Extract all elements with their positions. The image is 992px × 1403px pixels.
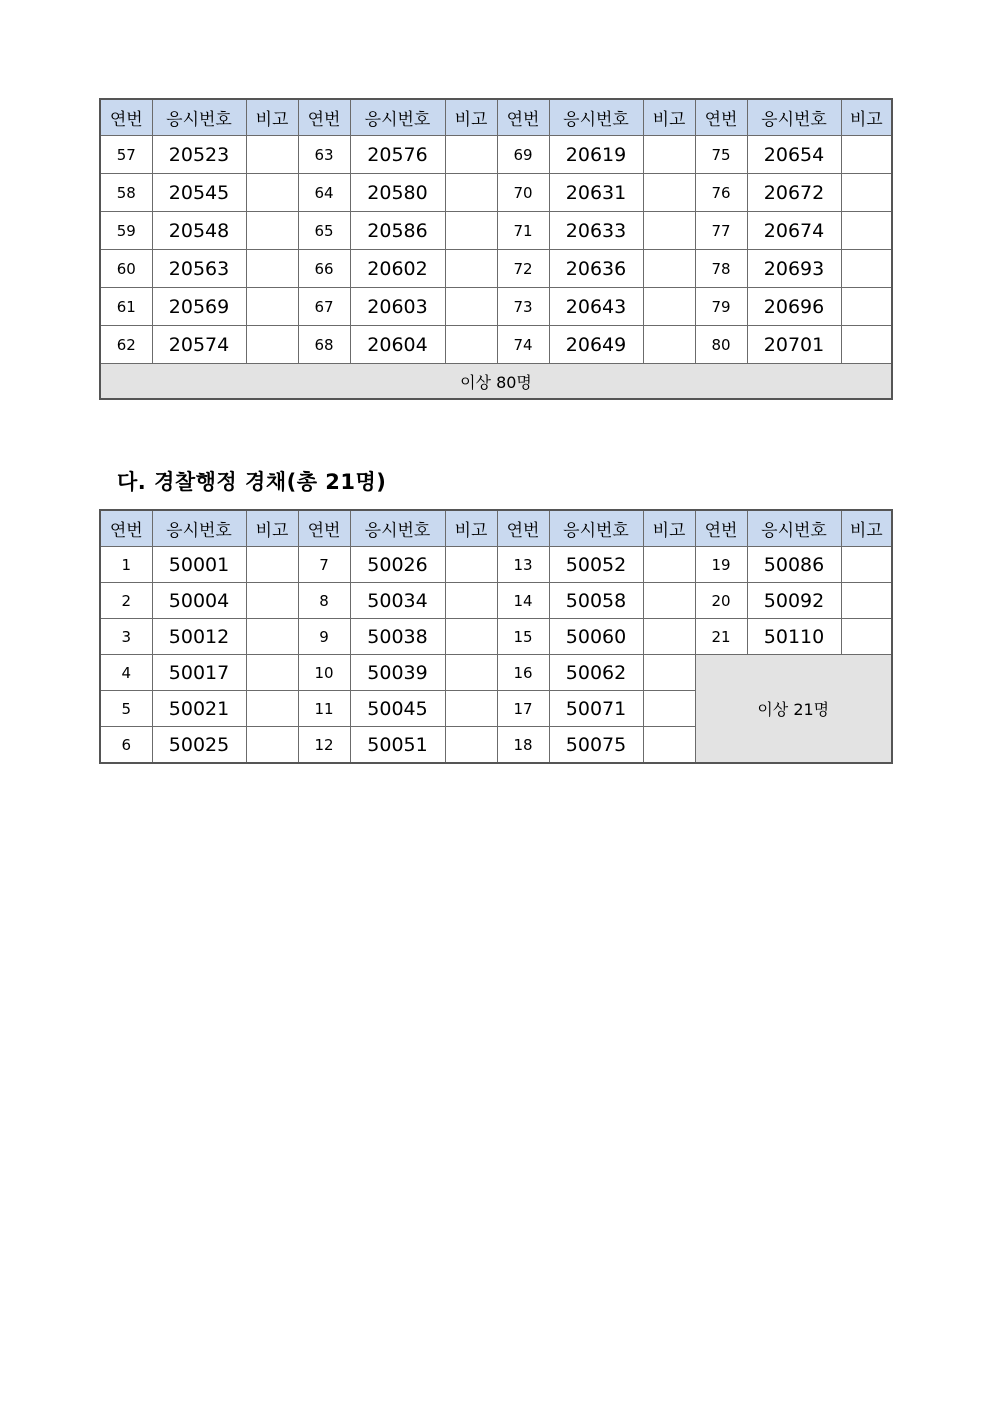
remarks-cell (643, 619, 695, 655)
remarks-cell (445, 136, 497, 174)
remarks-cell (643, 212, 695, 250)
remarks-cell (445, 583, 497, 619)
remarks-cell (841, 212, 892, 250)
exam-number-cell: 20563 (152, 250, 246, 288)
seq-cell: 2 (100, 583, 152, 619)
seq-cell: 12 (298, 727, 350, 764)
remarks-cell (246, 288, 298, 326)
exam-number-cell: 50039 (350, 655, 445, 691)
remarks-cell (841, 174, 892, 212)
remarks-cell (643, 136, 695, 174)
seq-cell: 77 (695, 212, 747, 250)
remarks-cell (643, 583, 695, 619)
remarks-cell (445, 250, 497, 288)
exam-number-cell: 50038 (350, 619, 445, 655)
exam-number-cell: 50025 (152, 727, 246, 764)
remarks-cell (246, 212, 298, 250)
remarks-cell (246, 547, 298, 583)
remarks-cell (246, 727, 298, 764)
seq-cell: 1 (100, 547, 152, 583)
table-row (100, 136, 892, 174)
seq-cell: 79 (695, 288, 747, 326)
header-exam-number: 응시번호 (152, 99, 246, 136)
remarks-cell (841, 250, 892, 288)
exam-number-cell: 20649 (549, 326, 643, 364)
seq-cell: 7 (298, 547, 350, 583)
exam-number-cell: 20545 (152, 174, 246, 212)
table-row (100, 212, 892, 250)
remarks-cell (643, 174, 695, 212)
remarks-cell (841, 326, 892, 364)
exam-number-cell: 50034 (350, 583, 445, 619)
exam-number-cell: 50062 (549, 655, 643, 691)
total-count: 이상 21명 (695, 655, 892, 764)
remarks-cell (841, 619, 892, 655)
exam-number-cell: 20633 (549, 212, 643, 250)
exam-number-cell: 50012 (152, 619, 246, 655)
remarks-cell (643, 727, 695, 764)
header-seq: 연번 (497, 510, 549, 547)
header-exam-number: 응시번호 (152, 510, 246, 547)
exam-number-cell: 50060 (549, 619, 643, 655)
seq-cell: 78 (695, 250, 747, 288)
remarks-cell (643, 691, 695, 727)
seq-cell: 71 (497, 212, 549, 250)
header-seq: 연번 (298, 99, 350, 136)
seq-cell: 65 (298, 212, 350, 250)
remarks-cell (445, 727, 497, 764)
seq-cell: 66 (298, 250, 350, 288)
exam-number-cell: 20693 (747, 250, 841, 288)
header-remarks: 비고 (643, 99, 695, 136)
remarks-cell (445, 619, 497, 655)
remarks-cell (445, 288, 497, 326)
seq-cell: 61 (100, 288, 152, 326)
exam-number-cell: 50092 (747, 583, 841, 619)
seq-cell: 64 (298, 174, 350, 212)
exam-number-cell: 20696 (747, 288, 841, 326)
remarks-cell (643, 547, 695, 583)
table-row (100, 326, 892, 364)
exam-number-cell: 20604 (350, 326, 445, 364)
remarks-cell (841, 583, 892, 619)
header-remarks: 비고 (445, 510, 497, 547)
exam-number-cell: 20586 (350, 212, 445, 250)
exam-number-cell: 50004 (152, 583, 246, 619)
seq-cell: 19 (695, 547, 747, 583)
seq-cell: 80 (695, 326, 747, 364)
header-seq: 연번 (695, 510, 747, 547)
header-remarks: 비고 (445, 99, 497, 136)
seq-cell: 68 (298, 326, 350, 364)
remarks-cell (246, 655, 298, 691)
seq-cell: 6 (100, 727, 152, 764)
header-exam-number: 응시번호 (350, 510, 445, 547)
seq-cell: 15 (497, 619, 549, 655)
seq-cell: 62 (100, 326, 152, 364)
seq-cell: 8 (298, 583, 350, 619)
remarks-cell (246, 619, 298, 655)
header-exam-number: 응시번호 (549, 510, 643, 547)
header-row (100, 99, 892, 136)
remarks-cell (841, 288, 892, 326)
exam-number-cell: 50001 (152, 547, 246, 583)
seq-cell: 67 (298, 288, 350, 326)
seq-cell: 21 (695, 619, 747, 655)
remarks-cell (643, 288, 695, 326)
exam-number-cell: 20580 (350, 174, 445, 212)
exam-number-cell: 50052 (549, 547, 643, 583)
remarks-cell (445, 326, 497, 364)
seq-cell: 75 (695, 136, 747, 174)
total-count: 이상 80명 (100, 364, 892, 400)
table-row (100, 288, 892, 326)
table-row (100, 655, 892, 691)
header-remarks: 비고 (841, 99, 892, 136)
table-row (100, 174, 892, 212)
exam-number-cell: 20574 (152, 326, 246, 364)
table-row (100, 250, 892, 288)
exam-number-cell: 20603 (350, 288, 445, 326)
remarks-cell (445, 655, 497, 691)
seq-cell: 59 (100, 212, 152, 250)
exam-number-cell: 50045 (350, 691, 445, 727)
remarks-cell (246, 250, 298, 288)
results-table-1 (99, 98, 893, 400)
exam-number-cell: 20548 (152, 212, 246, 250)
exam-number-cell: 50086 (747, 547, 841, 583)
exam-number-cell: 50051 (350, 727, 445, 764)
seq-cell: 58 (100, 174, 152, 212)
exam-number-cell: 20631 (549, 174, 643, 212)
remarks-cell (246, 691, 298, 727)
seq-cell: 18 (497, 727, 549, 764)
header-remarks: 비고 (841, 510, 892, 547)
header-exam-number: 응시번호 (350, 99, 445, 136)
seq-cell: 57 (100, 136, 152, 174)
remarks-cell (445, 691, 497, 727)
seq-cell: 14 (497, 583, 549, 619)
seq-cell: 74 (497, 326, 549, 364)
remarks-cell (643, 655, 695, 691)
seq-cell: 60 (100, 250, 152, 288)
header-row (100, 510, 892, 547)
seq-cell: 72 (497, 250, 549, 288)
exam-number-cell: 20672 (747, 174, 841, 212)
remarks-cell (246, 326, 298, 364)
header-seq: 연번 (298, 510, 350, 547)
table-row (100, 583, 892, 619)
header-exam-number: 응시번호 (549, 99, 643, 136)
seq-cell: 3 (100, 619, 152, 655)
seq-cell: 10 (298, 655, 350, 691)
seq-cell: 4 (100, 655, 152, 691)
remarks-cell (643, 250, 695, 288)
exam-number-cell: 20602 (350, 250, 445, 288)
remarks-cell (841, 136, 892, 174)
header-remarks: 비고 (246, 99, 298, 136)
exam-number-cell: 20576 (350, 136, 445, 174)
remarks-cell (841, 547, 892, 583)
seq-cell: 9 (298, 619, 350, 655)
header-seq: 연번 (100, 99, 152, 136)
seq-cell: 16 (497, 655, 549, 691)
table-row (100, 619, 892, 655)
exam-number-cell: 20569 (152, 288, 246, 326)
exam-number-cell: 20619 (549, 136, 643, 174)
section-title: 다. 경찰행정 경채(총 21명) (117, 470, 387, 494)
header-exam-number: 응시번호 (747, 99, 841, 136)
exam-number-cell: 50017 (152, 655, 246, 691)
exam-number-cell: 50110 (747, 619, 841, 655)
exam-number-cell: 20643 (549, 288, 643, 326)
header-seq: 연번 (497, 99, 549, 136)
header-exam-number: 응시번호 (747, 510, 841, 547)
exam-number-cell: 50058 (549, 583, 643, 619)
seq-cell: 13 (497, 547, 549, 583)
remarks-cell (643, 326, 695, 364)
exam-number-cell: 20674 (747, 212, 841, 250)
remarks-cell (246, 583, 298, 619)
exam-number-cell: 20523 (152, 136, 246, 174)
seq-cell: 70 (497, 174, 549, 212)
exam-number-cell: 50071 (549, 691, 643, 727)
exam-number-cell: 50021 (152, 691, 246, 727)
header-remarks: 비고 (246, 510, 298, 547)
seq-cell: 73 (497, 288, 549, 326)
seq-cell: 5 (100, 691, 152, 727)
header-seq: 연번 (100, 510, 152, 547)
exam-number-cell: 50075 (549, 727, 643, 764)
exam-number-cell: 20654 (747, 136, 841, 174)
seq-cell: 17 (497, 691, 549, 727)
seq-cell: 20 (695, 583, 747, 619)
seq-cell: 11 (298, 691, 350, 727)
results-table-2 (99, 509, 893, 764)
remarks-cell (246, 136, 298, 174)
exam-number-cell: 20701 (747, 326, 841, 364)
remarks-cell (445, 174, 497, 212)
header-remarks: 비고 (643, 510, 695, 547)
remarks-cell (445, 547, 497, 583)
exam-number-cell: 20636 (549, 250, 643, 288)
table-row (100, 547, 892, 583)
footer-row (100, 364, 892, 400)
seq-cell: 76 (695, 174, 747, 212)
header-seq: 연번 (695, 99, 747, 136)
remarks-cell (246, 174, 298, 212)
remarks-cell (445, 212, 497, 250)
seq-cell: 63 (298, 136, 350, 174)
exam-number-cell: 50026 (350, 547, 445, 583)
seq-cell: 69 (497, 136, 549, 174)
